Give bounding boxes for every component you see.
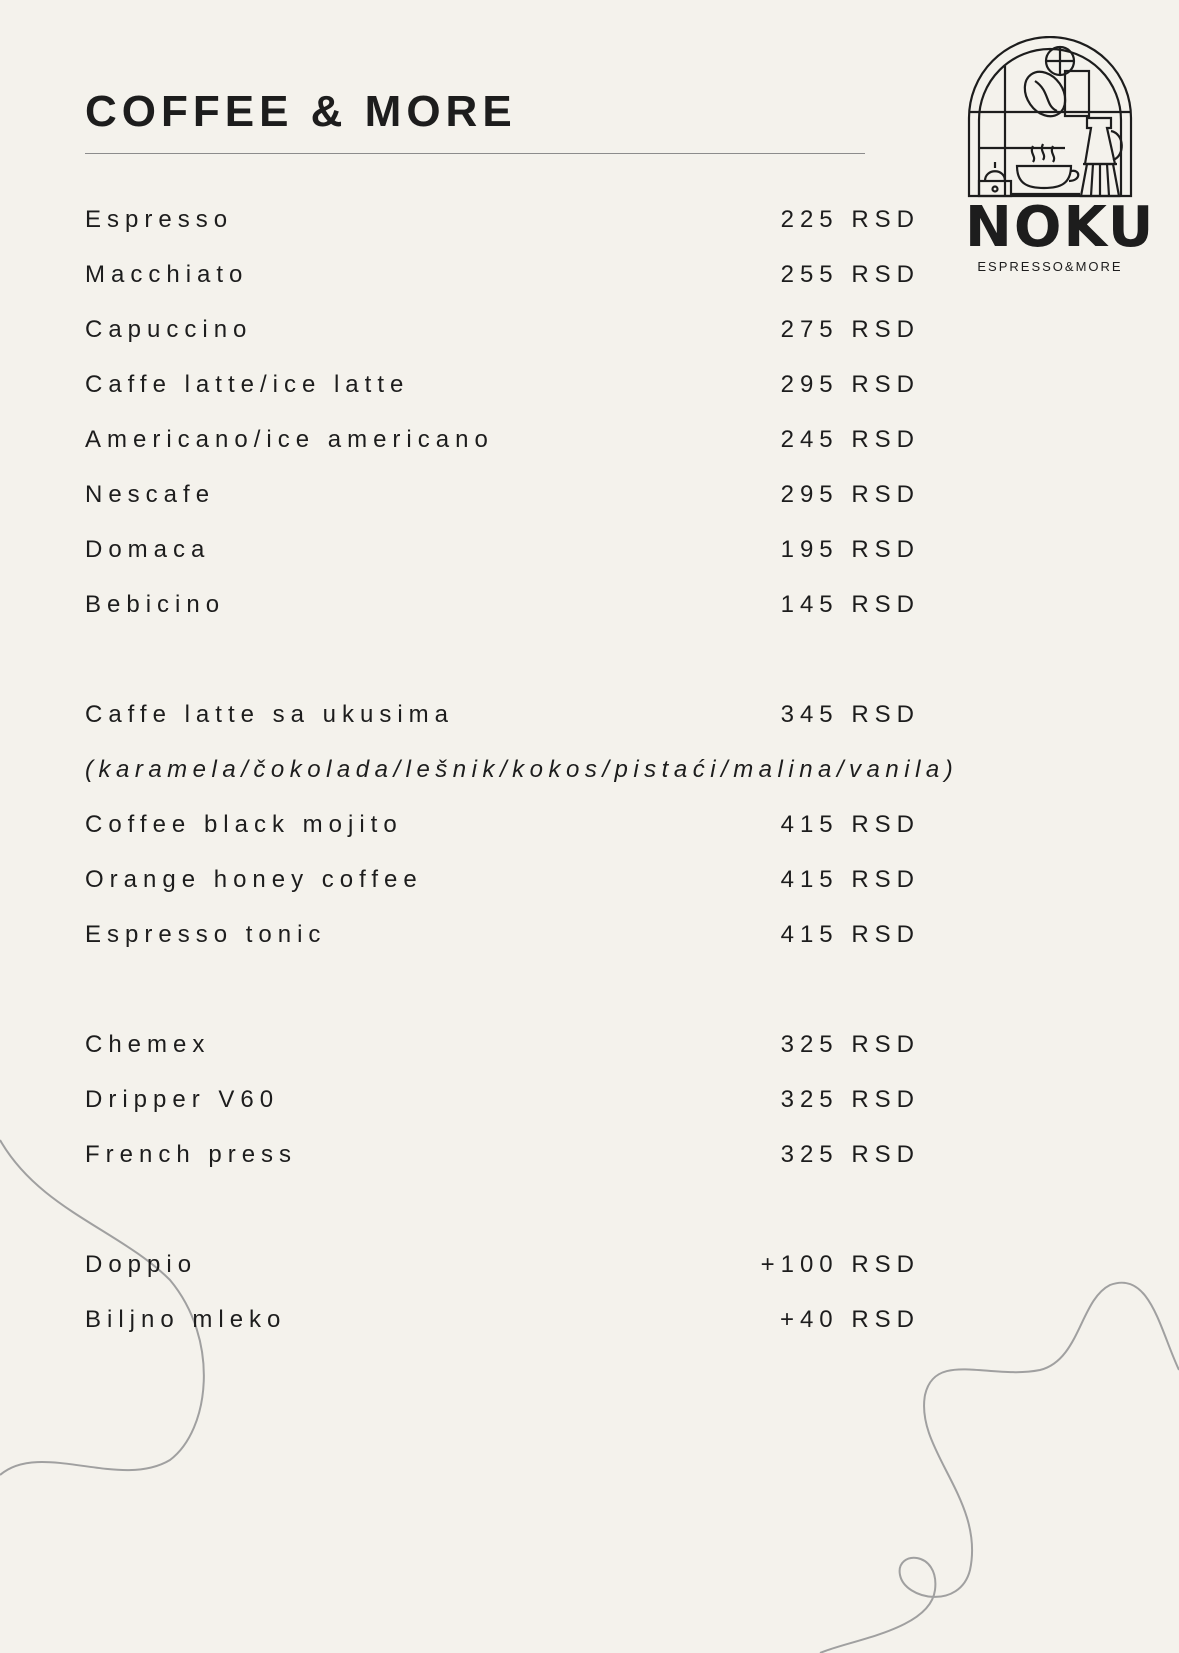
logo-wordmark: NOKU xyxy=(965,195,1156,260)
item-price: 415 RSD xyxy=(780,865,920,893)
menu-item-doppio xyxy=(85,1237,920,1292)
item-name: Nescafe xyxy=(85,480,216,508)
item-price: 415 RSD xyxy=(780,920,920,948)
item-price: 295 RSD xyxy=(780,370,920,398)
menu-item-espresso-tonic xyxy=(85,907,920,962)
item-name: Doppio xyxy=(85,1250,198,1278)
item-name: Bebicino xyxy=(85,590,226,618)
page-title: COFFEE & MORE xyxy=(85,87,517,136)
menu-item-biljno-mleko xyxy=(85,1292,920,1347)
item-name: Orange honey coffee xyxy=(85,865,423,893)
item-price: 325 RSD xyxy=(780,1140,920,1168)
logo-tagline: ESPRESSO&MORE xyxy=(977,259,1123,274)
item-name: Macchiato xyxy=(85,260,249,288)
item-price: 325 RSD xyxy=(780,1030,920,1058)
item-name: Espresso tonic xyxy=(85,920,327,948)
item-name: Americano/ice americano xyxy=(85,425,494,453)
menu-item-americano xyxy=(85,412,920,467)
menu-item-french-press xyxy=(85,1127,920,1182)
item-price: 275 RSD xyxy=(780,315,920,343)
item-name: Biljno mleko xyxy=(85,1305,287,1333)
item-name: Domaca xyxy=(85,535,211,563)
menu-item-capuccino xyxy=(85,302,920,357)
title-divider xyxy=(85,153,865,154)
item-price: 295 RSD xyxy=(780,480,920,508)
item-price: +40 RSD xyxy=(779,1305,920,1333)
item-price: 325 RSD xyxy=(780,1085,920,1113)
menu-item-caffe-latte xyxy=(85,357,920,412)
menu-item-orange-honey-coffee xyxy=(85,852,920,907)
item-name: Chemex xyxy=(85,1030,211,1058)
item-price: +100 RSD xyxy=(760,1250,920,1278)
section-gap xyxy=(85,632,920,687)
menu-item-caffe-latte-flavored xyxy=(85,687,920,742)
menu-item-nescafe xyxy=(85,467,920,522)
item-name: French press xyxy=(85,1140,298,1168)
item-price: 195 RSD xyxy=(780,535,920,563)
menu-list xyxy=(85,192,959,1347)
item-price: 245 RSD xyxy=(780,425,920,453)
item-name: Coffee black mojito xyxy=(85,810,403,838)
item-name: Caffe latte/ice latte xyxy=(85,370,410,398)
menu-item-macchiato xyxy=(85,247,920,302)
item-price: 225 RSD xyxy=(780,205,920,233)
item-price: 415 RSD xyxy=(780,810,920,838)
menu-item-chemex xyxy=(85,1017,920,1072)
flavors-note: (karamela/čokolada/lešnik/kokos/pistaći/malina/vanila) xyxy=(85,755,959,783)
item-price: 145 RSD xyxy=(780,590,920,618)
menu-item-espresso xyxy=(85,192,920,247)
menu-item-dripper-v60 xyxy=(85,1072,920,1127)
item-price: 255 RSD xyxy=(780,260,920,288)
item-name: Espresso xyxy=(85,205,234,233)
menu-item-coffee-black-mojito xyxy=(85,797,920,852)
menu-item-domaca xyxy=(85,522,920,577)
section-gap xyxy=(85,962,920,1017)
item-price: 345 RSD xyxy=(780,700,920,728)
item-name: Dripper V60 xyxy=(85,1085,280,1113)
section-gap xyxy=(85,1182,920,1237)
menu-item-bebicino xyxy=(85,577,920,632)
item-name: Caffe latte sa ukusima xyxy=(85,700,455,728)
item-name: Capuccino xyxy=(85,315,253,343)
